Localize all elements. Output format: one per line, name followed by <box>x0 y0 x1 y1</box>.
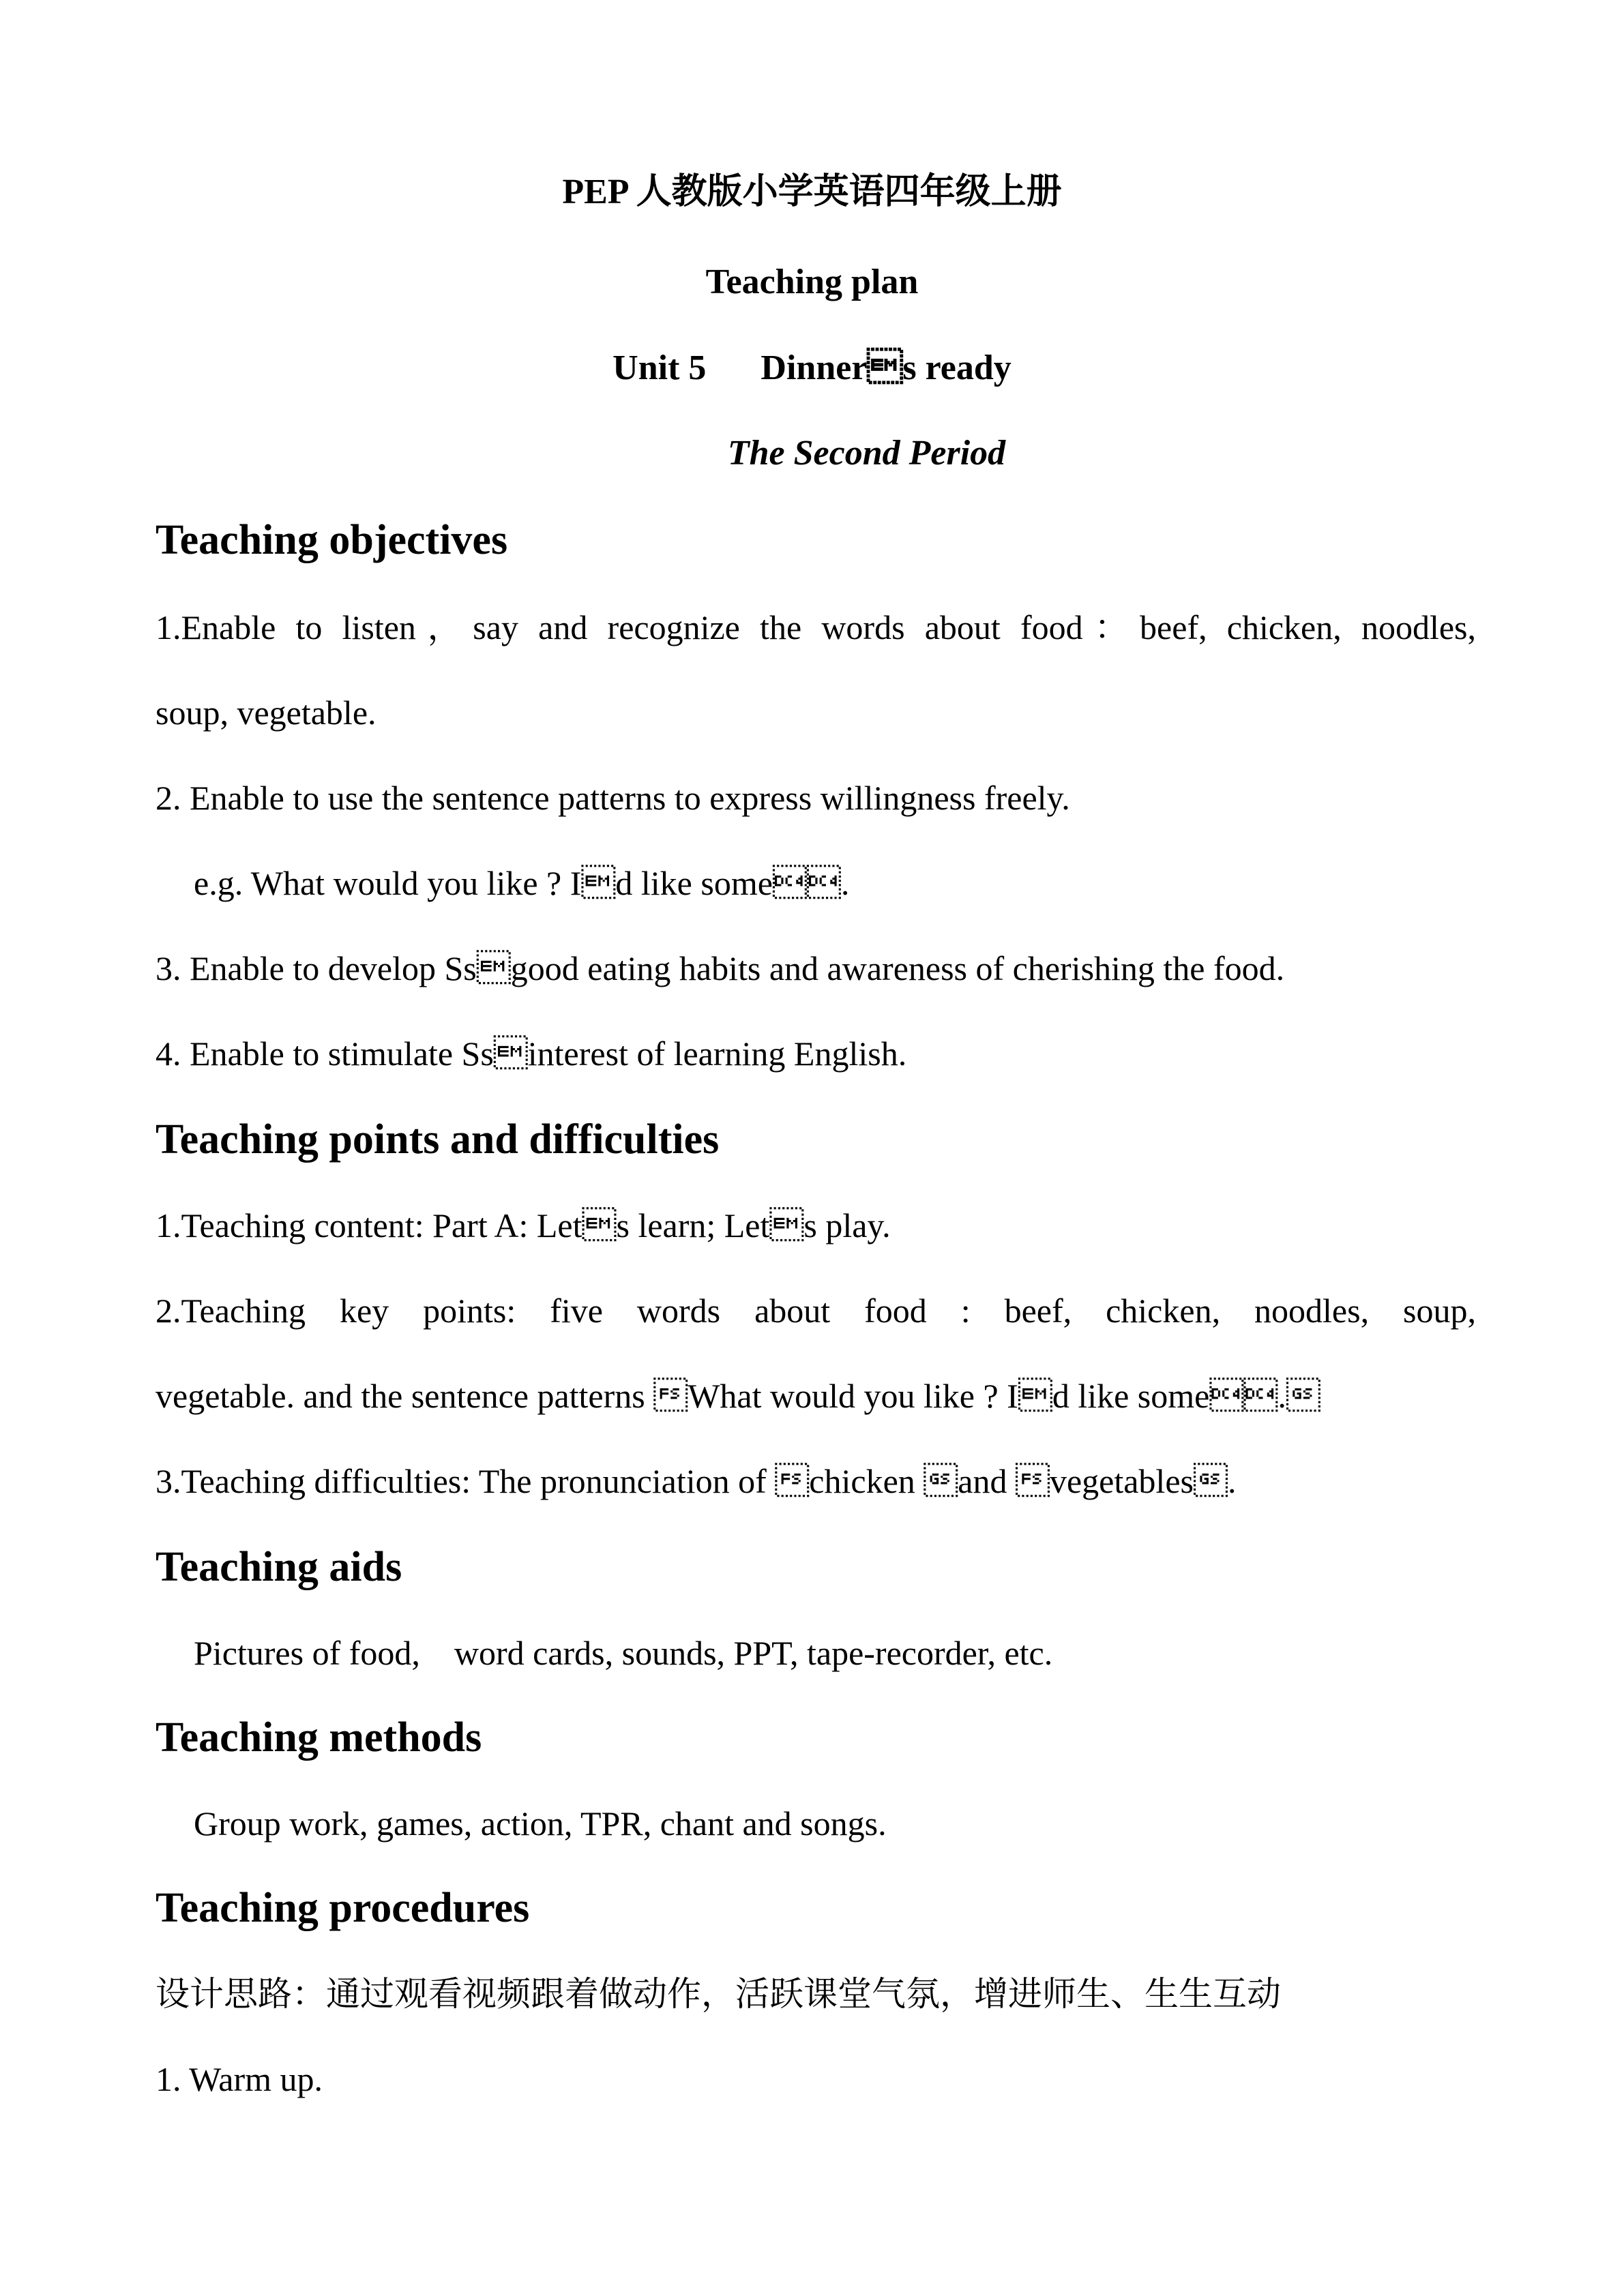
points-item-2-line-2: vegetable. and the sentence patterns What would you like ? Id like some. <box>156 1377 1320 1415</box>
aids-heading: Teaching aids <box>156 1544 402 1590</box>
unit-title: Dinners ready <box>761 348 1012 387</box>
objectives-heading: Teaching objectives <box>156 517 508 563</box>
document-title: PEP 人教版小学英语四年级上册 <box>562 173 1062 211</box>
points-item-1: 1.Teaching content: Part A: Lets learn; Lets play. <box>156 1206 891 1244</box>
methods-heading: Teaching methods <box>156 1714 482 1761</box>
document-subtitle: Teaching plan <box>705 263 919 301</box>
aids-text: Pictures of food, word cards, sounds, PPT, tape-recorder, etc. <box>194 1634 1053 1672</box>
objective-2: 2. Enable to use the sentence patterns to express willingness freely. <box>156 779 1070 817</box>
objective-3: 3. Enable to develop Ssgood eating habits and awareness of cherishing the food. <box>156 949 1285 987</box>
procedures-design-note: 设计思路：通过观看视频跟着做动作，活跃课堂气氛，增进师生、生生互动 <box>156 1974 1281 2014</box>
period-title: The Second Period <box>727 434 1006 473</box>
objective-4: 4. Enable to stimulate Ssinterest of learning English. <box>156 1034 907 1073</box>
unit-number: Unit 5 <box>612 348 707 387</box>
points-item-3: 3.Teaching difficulties: The pronunciation of chicken and vegetables . <box>156 1462 1237 1500</box>
methods-text: Group work, games, action, TPR, chant and songs. <box>194 1804 887 1843</box>
procedures-step-1: 1. Warm up. <box>156 2060 323 2098</box>
objective-1-line-1: 1.Enable to listen，say and recognize the words about food：beef, chicken, noodles, <box>156 608 1476 646</box>
objective-2-example: e.g. What would you like ? Id like some. <box>194 864 850 902</box>
procedures-heading: Teaching procedures <box>156 1885 530 1931</box>
objective-1-line-2: soup, vegetable. <box>156 694 377 732</box>
points-item-2-line-1: 2.Teaching key points: five words about food : beef, chicken, noodles, soup, <box>156 1292 1476 1330</box>
unit-line <box>0 348 1624 389</box>
points-heading: Teaching points and difficulties <box>156 1116 720 1163</box>
